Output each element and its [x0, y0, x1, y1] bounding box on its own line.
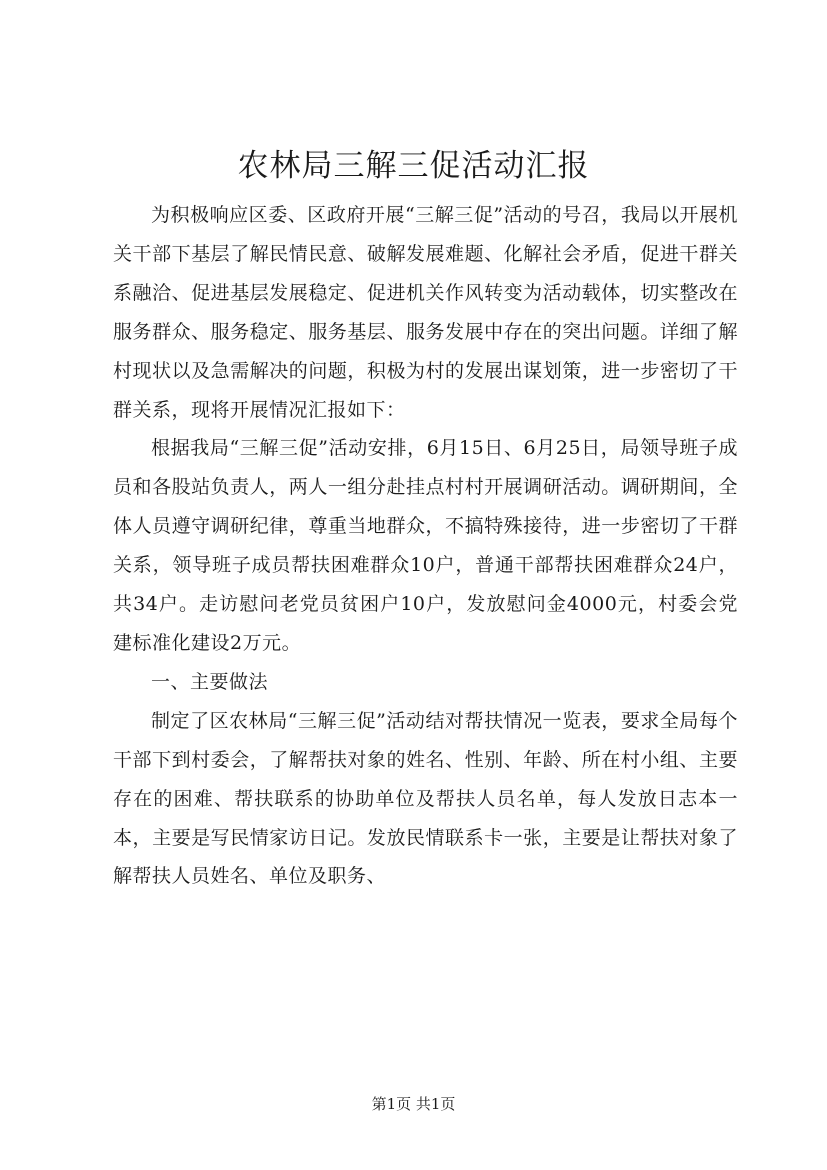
paragraph-method: 制定了区农林局“三解三促”活动结对帮扶情况一览表，要求全局每个干部下到村委会，了解帮扶对象的姓名、性别、年龄、所在村小组、主要存在的困难、帮扶联系的协助单位及帮扶人员名单，每人发放日志本一本，主要是写民情家访日记。发放民情联系卡一张，主要是让帮扶对象了解帮扶人员姓名、单位及职务、 [113, 709, 738, 888]
document-body [113, 196, 738, 896]
paragraph-intro: 为积极响应区委、区政府开展“三解三促”活动的号召，我局以开展机关干部下基层了解民情民意、破解发展难题、化解社会矛盾，促进干群关系融洽、促进基层发展稳定、促进机关作风转变为活动载体，切实整改在服务群众、服务稳定、服务基层、服务发展中存在的突出问题。详细了解村现状以及急需解决的问题，积极为村的发展出谋划策，进一步密切了干群关系，现将开展情况汇报如下： [113, 204, 738, 421]
document-title: 农林局三解三促活动汇报 [237, 148, 590, 184]
section-heading: 一、主要做法 [151, 670, 269, 693]
paragraph-activity: 根据我局“三解三促”活动安排，6月15日、6月25日，局领导班子成员和各股站负责人，两人一组分赴挂点村村开展调研活动。调研期间，全体人员遵守调研纪律，尊重当地群众，不搞特殊接待，进一步密切了干群关系，领导班子成员帮扶困难群众10户，普通干部帮扶困难群众24户，共34户。走访慰问老党员贫困户10户，发放慰问金4000元，村委会党建标准化建设2万元。 [113, 437, 738, 654]
page-footer: 第1页 共1页 [371, 1095, 456, 1113]
